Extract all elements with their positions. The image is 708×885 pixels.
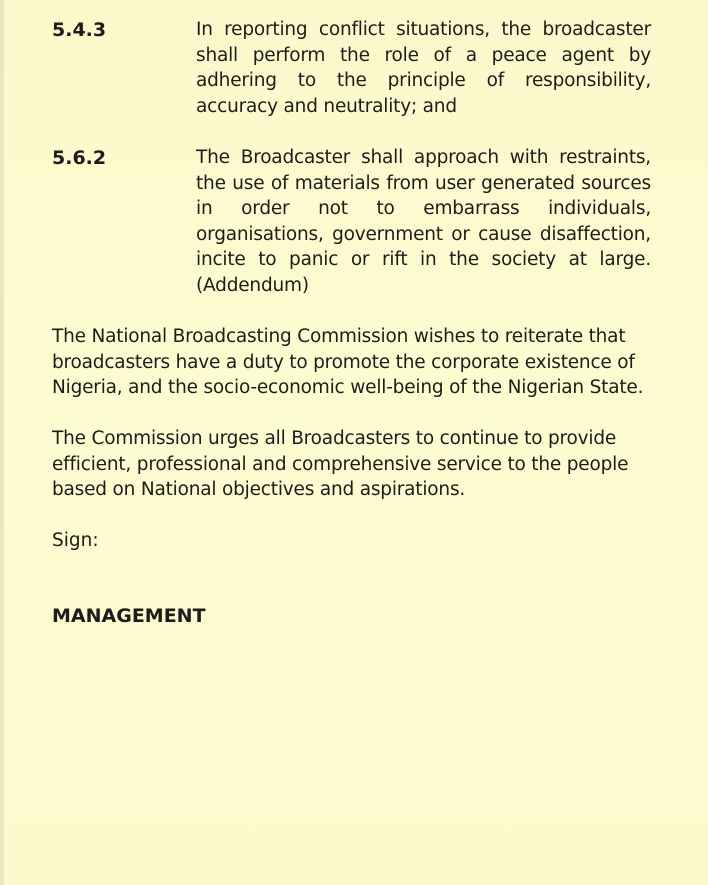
clause-text: In reporting conflict situations, the broadcaster shall perform the role of a peace agent by adhering to the principle of responsibility, accuracy and neutrality; and bbox=[196, 19, 651, 117]
page-edge-shadow bbox=[0, 0, 4, 885]
clause-text: The Broadcaster shall approach with restraints, the use of materials from user generated sources in order not to embarrass individuals, organisations, government or cause disaffection, incite to panic or rift in the society at large. (Addendum) bbox=[196, 147, 651, 296]
clause-number: 5.4.3 bbox=[52, 19, 107, 41]
urge-paragraph: The Commission urges all Broadcasters to continue to provide efficient, professional and comprehensive service to the people based on National objectives and aspirations. bbox=[52, 428, 629, 500]
clause-number: 5.6.2 bbox=[52, 147, 107, 169]
signatory-name: MANAGEMENT bbox=[52, 605, 206, 627]
sign-label: Sign: bbox=[52, 530, 99, 551]
reiteration-paragraph: The National Broadcasting Commission wishes to reiterate that broadcasters have a duty to promote the corporate existence of Nigeria, and the socio-economic well-being of the Nigerian State. bbox=[52, 326, 644, 398]
